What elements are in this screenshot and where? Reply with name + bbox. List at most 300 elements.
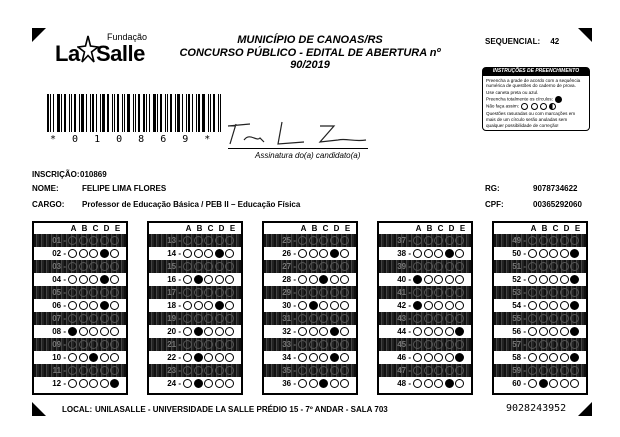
answer-bubble-b[interactable] [194,366,203,375]
answer-bubble-a[interactable] [183,327,192,336]
answer-bubble-c[interactable] [434,301,443,310]
answer-bubble-b[interactable] [309,301,318,310]
answer-bubble-a[interactable] [183,379,192,388]
answer-bubble-a[interactable] [528,236,537,245]
answer-bubble-e[interactable] [340,288,349,297]
answer-bubble-a[interactable] [68,353,77,362]
answer-bubble-b[interactable] [424,301,433,310]
answer-bubble-d[interactable] [445,249,454,258]
answer-bubble-c[interactable] [204,236,213,245]
answer-bubble-b[interactable] [309,314,318,323]
answer-bubble-c[interactable] [319,301,328,310]
answer-bubble-a[interactable] [528,353,537,362]
answer-bubble-d[interactable] [215,314,224,323]
answer-bubble-e[interactable] [570,366,579,375]
answer-bubble-e[interactable] [340,262,349,271]
answer-bubble-a[interactable] [183,340,192,349]
answer-bubble-a[interactable] [413,275,422,284]
answer-bubble-b[interactable] [424,314,433,323]
answer-bubble-e[interactable] [570,262,579,271]
answer-bubble-a[interactable] [298,275,307,284]
answer-bubble-e[interactable] [110,314,119,323]
answer-bubble-e[interactable] [225,262,234,271]
answer-bubble-d[interactable] [215,236,224,245]
answer-bubble-e[interactable] [225,366,234,375]
answer-bubble-d[interactable] [445,288,454,297]
answer-bubble-d[interactable] [330,288,339,297]
answer-bubble-e[interactable] [340,366,349,375]
answer-bubble-d[interactable] [215,262,224,271]
answer-bubble-b[interactable] [309,366,318,375]
answer-bubble-a[interactable] [183,236,192,245]
answer-bubble-d[interactable] [560,249,569,258]
answer-bubble-c[interactable] [434,327,443,336]
answer-bubble-b[interactable] [539,301,548,310]
answer-bubble-d[interactable] [100,249,109,258]
answer-bubble-c[interactable] [434,262,443,271]
answer-bubble-d[interactable] [330,379,339,388]
answer-bubble-d[interactable] [560,301,569,310]
answer-bubble-e[interactable] [455,340,464,349]
answer-bubble-c[interactable] [319,275,328,284]
answer-bubble-e[interactable] [110,262,119,271]
answer-bubble-c[interactable] [549,275,558,284]
answer-bubble-e[interactable] [225,301,234,310]
answer-bubble-a[interactable] [298,249,307,258]
answer-bubble-c[interactable] [204,314,213,323]
answer-bubble-d[interactable] [560,340,569,349]
answer-bubble-e[interactable] [570,340,579,349]
answer-bubble-c[interactable] [549,340,558,349]
answer-bubble-c[interactable] [319,262,328,271]
answer-bubble-a[interactable] [528,327,537,336]
answer-bubble-e[interactable] [110,379,119,388]
answer-bubble-a[interactable] [413,288,422,297]
answer-bubble-a[interactable] [68,249,77,258]
answer-bubble-b[interactable] [79,353,88,362]
answer-bubble-e[interactable] [340,353,349,362]
answer-bubble-b[interactable] [194,314,203,323]
answer-bubble-b[interactable] [424,249,433,258]
answer-bubble-a[interactable] [528,288,537,297]
answer-bubble-d[interactable] [330,340,339,349]
answer-bubble-e[interactable] [570,314,579,323]
answer-bubble-b[interactable] [539,236,548,245]
answer-bubble-a[interactable] [528,262,537,271]
answer-bubble-d[interactable] [330,275,339,284]
answer-bubble-d[interactable] [445,314,454,323]
answer-bubble-e[interactable] [455,314,464,323]
answer-bubble-d[interactable] [100,353,109,362]
answer-bubble-a[interactable] [413,340,422,349]
answer-bubble-c[interactable] [319,314,328,323]
answer-bubble-d[interactable] [330,327,339,336]
answer-bubble-c[interactable] [549,249,558,258]
answer-bubble-c[interactable] [204,288,213,297]
answer-bubble-a[interactable] [68,236,77,245]
answer-bubble-e[interactable] [225,314,234,323]
answer-bubble-c[interactable] [319,379,328,388]
answer-bubble-b[interactable] [539,353,548,362]
answer-bubble-a[interactable] [528,366,537,375]
answer-bubble-d[interactable] [445,262,454,271]
answer-bubble-e[interactable] [110,249,119,258]
answer-bubble-b[interactable] [424,340,433,349]
answer-bubble-e[interactable] [455,249,464,258]
answer-bubble-b[interactable] [424,275,433,284]
answer-bubble-b[interactable] [424,366,433,375]
answer-bubble-d[interactable] [445,236,454,245]
answer-bubble-a[interactable] [68,366,77,375]
answer-bubble-a[interactable] [413,301,422,310]
answer-bubble-c[interactable] [319,327,328,336]
answer-bubble-b[interactable] [309,236,318,245]
answer-bubble-e[interactable] [455,262,464,271]
answer-bubble-c[interactable] [89,314,98,323]
answer-bubble-a[interactable] [68,327,77,336]
answer-bubble-b[interactable] [539,366,548,375]
answer-bubble-e[interactable] [455,288,464,297]
answer-bubble-c[interactable] [549,366,558,375]
answer-bubble-c[interactable] [434,379,443,388]
answer-bubble-e[interactable] [340,249,349,258]
answer-bubble-e[interactable] [455,366,464,375]
answer-bubble-b[interactable] [194,288,203,297]
answer-bubble-d[interactable] [215,249,224,258]
answer-bubble-e[interactable] [570,249,579,258]
answer-bubble-d[interactable] [560,262,569,271]
answer-bubble-d[interactable] [330,314,339,323]
answer-bubble-e[interactable] [570,379,579,388]
answer-bubble-d[interactable] [560,314,569,323]
answer-bubble-b[interactable] [79,379,88,388]
answer-bubble-b[interactable] [79,366,88,375]
answer-bubble-b[interactable] [194,275,203,284]
answer-bubble-d[interactable] [100,314,109,323]
answer-bubble-a[interactable] [183,275,192,284]
answer-bubble-e[interactable] [455,327,464,336]
answer-bubble-a[interactable] [528,340,537,349]
answer-bubble-a[interactable] [413,327,422,336]
answer-bubble-a[interactable] [183,366,192,375]
answer-bubble-e[interactable] [110,301,119,310]
answer-bubble-b[interactable] [194,262,203,271]
answer-bubble-d[interactable] [330,353,339,362]
answer-bubble-e[interactable] [570,301,579,310]
answer-bubble-d[interactable] [100,288,109,297]
answer-bubble-a[interactable] [413,353,422,362]
answer-bubble-e[interactable] [570,327,579,336]
answer-bubble-a[interactable] [298,340,307,349]
answer-bubble-a[interactable] [298,353,307,362]
answer-bubble-d[interactable] [330,301,339,310]
answer-bubble-e[interactable] [570,288,579,297]
answer-bubble-b[interactable] [79,236,88,245]
answer-bubble-e[interactable] [225,249,234,258]
answer-bubble-e[interactable] [225,288,234,297]
answer-bubble-c[interactable] [89,236,98,245]
answer-bubble-d[interactable] [100,340,109,349]
answer-bubble-c[interactable] [549,314,558,323]
answer-bubble-c[interactable] [204,262,213,271]
answer-bubble-a[interactable] [413,262,422,271]
answer-bubble-b[interactable] [309,262,318,271]
answer-bubble-b[interactable] [194,301,203,310]
answer-bubble-d[interactable] [560,327,569,336]
answer-bubble-c[interactable] [434,236,443,245]
answer-bubble-d[interactable] [445,353,454,362]
answer-bubble-a[interactable] [68,340,77,349]
answer-bubble-b[interactable] [539,340,548,349]
answer-bubble-b[interactable] [424,236,433,245]
answer-bubble-b[interactable] [309,327,318,336]
answer-bubble-a[interactable] [528,275,537,284]
answer-bubble-c[interactable] [89,262,98,271]
answer-bubble-c[interactable] [434,249,443,258]
answer-bubble-d[interactable] [100,366,109,375]
answer-bubble-e[interactable] [225,327,234,336]
answer-bubble-a[interactable] [68,262,77,271]
answer-bubble-c[interactable] [549,262,558,271]
answer-bubble-c[interactable] [89,379,98,388]
answer-bubble-a[interactable] [298,379,307,388]
answer-bubble-a[interactable] [68,275,77,284]
answer-bubble-a[interactable] [528,301,537,310]
answer-bubble-c[interactable] [204,366,213,375]
answer-bubble-c[interactable] [204,301,213,310]
answer-bubble-e[interactable] [340,340,349,349]
answer-bubble-b[interactable] [79,288,88,297]
answer-bubble-a[interactable] [413,249,422,258]
answer-bubble-c[interactable] [89,353,98,362]
answer-bubble-b[interactable] [424,262,433,271]
answer-bubble-a[interactable] [68,379,77,388]
answer-bubble-b[interactable] [539,327,548,336]
answer-bubble-a[interactable] [528,379,537,388]
answer-bubble-c[interactable] [549,288,558,297]
answer-bubble-b[interactable] [539,314,548,323]
answer-bubble-b[interactable] [194,327,203,336]
answer-bubble-b[interactable] [79,314,88,323]
answer-bubble-a[interactable] [298,236,307,245]
answer-bubble-d[interactable] [560,275,569,284]
answer-bubble-e[interactable] [110,236,119,245]
answer-bubble-c[interactable] [434,288,443,297]
answer-bubble-d[interactable] [215,327,224,336]
answer-bubble-c[interactable] [204,379,213,388]
answer-bubble-e[interactable] [110,366,119,375]
answer-bubble-c[interactable] [434,314,443,323]
answer-bubble-e[interactable] [455,301,464,310]
answer-bubble-c[interactable] [89,340,98,349]
answer-bubble-a[interactable] [68,314,77,323]
answer-bubble-c[interactable] [89,275,98,284]
answer-bubble-a[interactable] [413,366,422,375]
answer-bubble-a[interactable] [298,314,307,323]
answer-bubble-b[interactable] [424,379,433,388]
answer-bubble-c[interactable] [204,340,213,349]
answer-bubble-c[interactable] [549,379,558,388]
answer-bubble-b[interactable] [309,379,318,388]
answer-bubble-d[interactable] [445,366,454,375]
answer-bubble-c[interactable] [89,301,98,310]
answer-bubble-c[interactable] [434,275,443,284]
answer-bubble-d[interactable] [215,379,224,388]
answer-bubble-e[interactable] [455,353,464,362]
answer-bubble-b[interactable] [309,353,318,362]
answer-bubble-c[interactable] [204,275,213,284]
answer-bubble-b[interactable] [309,249,318,258]
answer-bubble-b[interactable] [309,288,318,297]
answer-bubble-c[interactable] [89,249,98,258]
answer-bubble-e[interactable] [340,275,349,284]
answer-bubble-c[interactable] [319,366,328,375]
answer-bubble-d[interactable] [215,353,224,362]
answer-bubble-b[interactable] [79,301,88,310]
answer-bubble-d[interactable] [560,366,569,375]
answer-bubble-e[interactable] [340,301,349,310]
answer-bubble-d[interactable] [330,236,339,245]
answer-bubble-a[interactable] [528,249,537,258]
answer-bubble-a[interactable] [183,314,192,323]
answer-bubble-a[interactable] [298,262,307,271]
answer-bubble-e[interactable] [570,353,579,362]
answer-bubble-c[interactable] [549,327,558,336]
answer-bubble-b[interactable] [424,353,433,362]
answer-bubble-e[interactable] [455,379,464,388]
answer-bubble-d[interactable] [445,340,454,349]
answer-bubble-a[interactable] [183,301,192,310]
answer-bubble-a[interactable] [413,236,422,245]
answer-bubble-c[interactable] [319,236,328,245]
answer-bubble-e[interactable] [110,340,119,349]
answer-bubble-e[interactable] [340,236,349,245]
answer-bubble-e[interactable] [225,379,234,388]
answer-bubble-d[interactable] [330,366,339,375]
answer-bubble-c[interactable] [319,340,328,349]
answer-bubble-d[interactable] [215,340,224,349]
answer-bubble-a[interactable] [183,262,192,271]
answer-bubble-b[interactable] [79,275,88,284]
answer-bubble-a[interactable] [68,288,77,297]
answer-bubble-a[interactable] [413,314,422,323]
answer-bubble-d[interactable] [100,301,109,310]
answer-bubble-c[interactable] [549,301,558,310]
answer-bubble-d[interactable] [330,249,339,258]
answer-bubble-d[interactable] [215,275,224,284]
answer-bubble-d[interactable] [445,275,454,284]
answer-bubble-e[interactable] [110,353,119,362]
answer-bubble-e[interactable] [225,236,234,245]
answer-bubble-a[interactable] [183,249,192,258]
answer-bubble-b[interactable] [424,327,433,336]
answer-bubble-a[interactable] [528,314,537,323]
answer-bubble-d[interactable] [100,379,109,388]
answer-bubble-d[interactable] [100,275,109,284]
answer-bubble-c[interactable] [434,340,443,349]
answer-bubble-a[interactable] [413,379,422,388]
answer-bubble-b[interactable] [194,249,203,258]
answer-bubble-d[interactable] [560,353,569,362]
answer-bubble-d[interactable] [100,327,109,336]
answer-bubble-d[interactable] [445,327,454,336]
answer-bubble-e[interactable] [455,236,464,245]
answer-bubble-e[interactable] [225,275,234,284]
answer-bubble-b[interactable] [424,288,433,297]
answer-bubble-b[interactable] [194,353,203,362]
answer-bubble-c[interactable] [89,366,98,375]
answer-bubble-d[interactable] [215,301,224,310]
answer-bubble-e[interactable] [110,275,119,284]
answer-bubble-c[interactable] [204,353,213,362]
answer-bubble-b[interactable] [539,275,548,284]
answer-bubble-b[interactable] [309,340,318,349]
answer-bubble-c[interactable] [319,249,328,258]
answer-bubble-d[interactable] [100,262,109,271]
answer-bubble-e[interactable] [570,236,579,245]
answer-bubble-a[interactable] [298,366,307,375]
answer-bubble-e[interactable] [570,275,579,284]
answer-bubble-e[interactable] [225,353,234,362]
answer-bubble-c[interactable] [204,327,213,336]
answer-bubble-b[interactable] [309,275,318,284]
answer-bubble-d[interactable] [560,288,569,297]
answer-bubble-e[interactable] [225,340,234,349]
answer-bubble-b[interactable] [539,262,548,271]
answer-bubble-c[interactable] [204,249,213,258]
answer-bubble-d[interactable] [560,236,569,245]
answer-bubble-a[interactable] [298,288,307,297]
answer-bubble-b[interactable] [194,236,203,245]
answer-bubble-d[interactable] [330,262,339,271]
answer-bubble-a[interactable] [298,301,307,310]
answer-bubble-a[interactable] [183,288,192,297]
answer-bubble-d[interactable] [445,301,454,310]
answer-bubble-c[interactable] [89,327,98,336]
answer-bubble-e[interactable] [340,314,349,323]
answer-bubble-c[interactable] [434,366,443,375]
answer-bubble-a[interactable] [183,353,192,362]
answer-bubble-b[interactable] [194,340,203,349]
answer-bubble-d[interactable] [445,379,454,388]
answer-bubble-d[interactable] [215,366,224,375]
answer-bubble-c[interactable] [549,353,558,362]
answer-bubble-c[interactable] [549,236,558,245]
answer-bubble-c[interactable] [319,353,328,362]
answer-bubble-d[interactable] [215,288,224,297]
answer-bubble-c[interactable] [89,288,98,297]
answer-bubble-b[interactable] [79,340,88,349]
answer-bubble-b[interactable] [79,262,88,271]
answer-bubble-d[interactable] [100,236,109,245]
answer-bubble-b[interactable] [539,288,548,297]
answer-bubble-e[interactable] [340,327,349,336]
answer-bubble-e[interactable] [110,327,119,336]
answer-bubble-e[interactable] [340,379,349,388]
answer-bubble-d[interactable] [560,379,569,388]
answer-bubble-e[interactable] [110,288,119,297]
answer-bubble-a[interactable] [298,327,307,336]
answer-bubble-c[interactable] [434,353,443,362]
answer-bubble-c[interactable] [319,288,328,297]
answer-bubble-e[interactable] [455,275,464,284]
answer-bubble-b[interactable] [539,379,548,388]
answer-bubble-b[interactable] [194,379,203,388]
answer-bubble-b[interactable] [79,327,88,336]
answer-bubble-b[interactable] [79,249,88,258]
answer-bubble-b[interactable] [539,249,548,258]
answer-bubble-a[interactable] [68,301,77,310]
